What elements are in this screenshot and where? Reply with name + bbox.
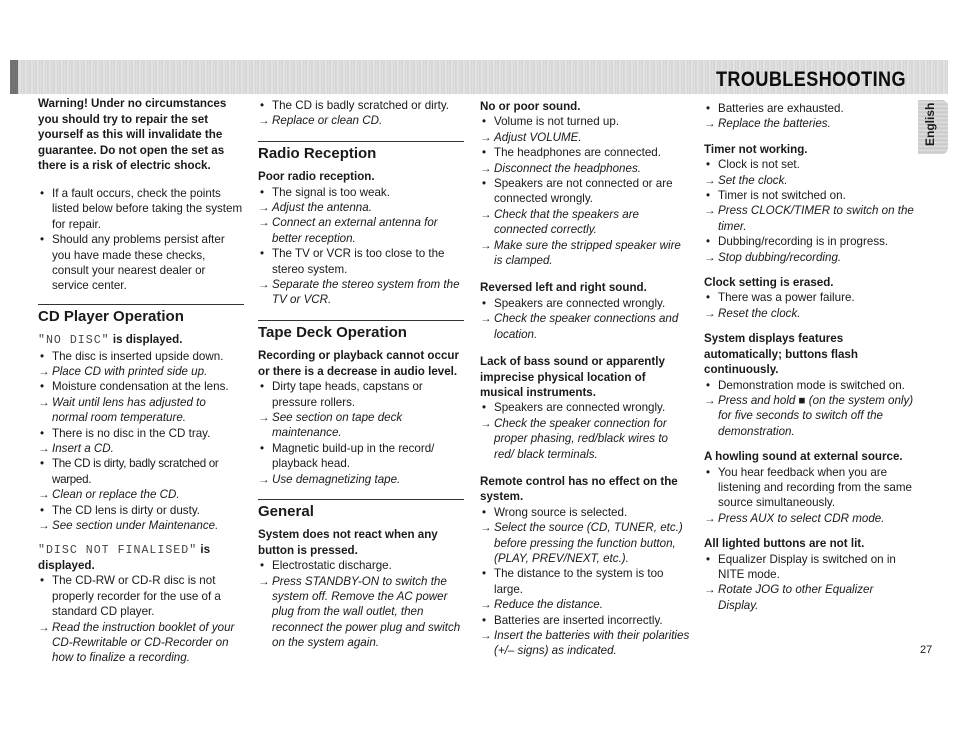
remedy-item: → Adjust the antenna. [258,200,468,215]
cause-item: • Speakers are not connected or are connected wrongly. [480,176,690,207]
remedy-item: → Check that the speakers are connected correctly. [480,207,690,238]
remedy-item: → Connect an external antenna for better reception. [258,215,468,246]
intro-item: • If a fault occurs, check the points listed below before taking the system for repair. [38,186,244,232]
cause-item: • The CD lens is dirty or dusty. [38,503,244,518]
section-title-cd: CD Player Operation [38,304,244,324]
language-tab [918,100,948,154]
cause-item: • Volume is not turned up. [480,114,690,129]
page-number: 27 [920,644,933,656]
header-banner [10,60,948,94]
cause-item: • Magnetic build-up in the record/ playback head. [258,441,468,472]
remedy-item: → Rotate JOG to other Equalizer Display. [704,582,914,613]
remedy-item: → Insert a CD. [38,441,244,456]
cause-item: • There was a power failure. [704,290,914,305]
subheading-howl: A howling sound at external source. [704,450,903,464]
column-1 [38,96,244,666]
remedy-item: → Set the clock. [704,173,914,188]
column-3 [480,99,690,659]
cause-item: • The TV or VCR is too close to the stereo system. [258,246,468,277]
remedy-item: → Place CD with printed side up. [38,364,244,379]
remedy-item: → Make sure the stripped speaker wire is clamped. [480,238,690,269]
cause-item: • You hear feedback when you are listening and recording from the same source simultaneously. [704,465,914,511]
cause-item: • The distance to the system is too large. [480,566,690,597]
column-4 [704,101,914,613]
remedy-item: → See section on tape deck maintenance. [258,410,468,441]
remedy-item: → Press AUX to select CDR mode. [704,511,914,526]
subheading-not-finalised [38,542,244,574]
cause-item: • The disc is inserted upside down. [38,349,244,364]
subheading-clock: Clock setting is erased. [704,276,834,290]
cause-item: • Electrostatic discharge. [258,558,468,573]
subheading-general: System does not react when any button is pressed. [258,528,438,557]
banner-edge-bar [10,60,18,94]
subheading-nite: All lighted buttons are not lit. [704,537,865,551]
subheading-radio: Poor radio reception. [258,170,375,184]
remedy-item: → Press CLOCK/TIMER to switch on the timer. [704,203,914,234]
remedy-item: → Reduce the distance. [480,597,690,612]
cause-item: • Batteries are exhausted. [704,101,914,116]
remedy-item: → Check the speaker connection for proper phasing, red/black wires to red/ black terminals. [480,416,690,462]
section-title-tape: Tape Deck Operation [258,320,464,340]
remedy-item: → Adjust VOLUME. [480,130,690,145]
remedy-item: → See section under Maintenance. [38,518,244,533]
section-title-general: General [258,499,464,519]
subheading-suffix: is displayed. [109,333,183,347]
warning-text: Warning! Under no circumstances you should try to repair the set yourself as this will invalidate the guarantee. Do not open the set as there is a risk of electric shock. [38,97,227,173]
remedy-item: → Read the instruction booklet of your CD-Rewritable or CD-Recorder on how to finalize a recording. [38,620,244,666]
cause-item: • The CD-RW or CD-R disc is not properly recorder for the use of a standard CD player. [38,573,244,619]
cause-item: • Moisture condensation at the lens. [38,379,244,394]
cause-item: • Timer is not switched on. [704,188,914,203]
display-text-no-disc: "NO DISC" [38,334,110,348]
remedy-item: → Reset the clock. [704,306,914,321]
display-text-not-finalised: "DISC NOT FINALISED" [38,543,198,557]
subheading-bass: Lack of bass sound or apparently imprecise physical location of musical instruments. [480,355,665,399]
intro-item: • Should any problems persist after you have made these checks, consult your nearest dealer or service center. [38,232,244,294]
remedy-item: → Separate the stereo system from the TV or VCR. [258,277,468,308]
language-tab-label: English [923,102,937,146]
cause-item: • The CD is badly scratched or dirty. [258,98,468,113]
remedy-item: → Check the speaker connections and location. [480,311,690,342]
subheading-suffix: is displayed. [38,542,211,572]
remedy-item: → Press and hold ■ (on the system only) for five seconds to switch off the demonstration. [704,393,914,439]
cause-item: • Dirty tape heads, capstans or pressure rollers. [258,379,468,410]
remedy-item: → Disconnect the headphones. [480,161,690,176]
cause-item: • There is no disc in the CD tray. [38,426,244,441]
remedy-item: → Replace the batteries. [704,116,914,131]
cause-item: • Wrong source is selected. [480,505,690,520]
remedy-item: → Insert the batteries with their polarities (+/– signs) as indicated. [480,628,690,659]
cause-item: • Speakers are connected wrongly. [480,296,690,311]
page-title: TROUBLESHOOTING [715,68,906,91]
subheading-tape: Recording or playback cannot occur or there is a decrease in audio level. [258,349,460,378]
subheading-no-disc [38,332,244,348]
subheading-remote: Remote control has no effect on the system. [480,474,678,504]
remedy-item: → Wait until lens has adjusted to normal room temperature. [38,395,244,426]
section-title-radio: Radio Reception [258,141,464,161]
remedy-item: → Press STANDBY-ON to switch the system off. Remove the AC power plug from the wall outlet, then reconnect the power plug and switch on the system again. [258,574,468,651]
cause-item: • The CD is dirty, badly scratched or warped. [38,456,244,487]
column-2 [258,98,468,651]
subheading-no-sound: No or poor sound. [480,100,581,113]
subheading-timer: Timer not working. [704,142,808,156]
cause-item: • Demonstration mode is switched on. [704,378,914,393]
subheading-reversed: Reversed left and right sound. [480,281,647,295]
cause-item: • Speakers are connected wrongly. [480,400,690,415]
cause-item: • Equalizer Display is switched on in NITE mode. [704,552,914,583]
cause-item: • The headphones are connected. [480,145,690,160]
remedy-item: → Use demagnetizing tape. [258,472,468,487]
remedy-item: → Stop dubbing/recording. [704,250,914,265]
cause-item: • Batteries are inserted incorrectly. [480,613,690,628]
remedy-item: → Clean or replace the CD. [38,487,244,502]
remedy-item: → Select the source (CD, TUNER, etc.) before pressing the function button, (PLAY, PREV/NEXT, etc.). [480,520,690,566]
subheading-demo: System displays features automatically; buttons flash continuously. [704,332,858,377]
cause-item: • Dubbing/recording is in progress. [704,234,914,249]
cause-item: • Clock is not set. [704,157,914,172]
cause-item: • The signal is too weak. [258,185,468,200]
remedy-item: → Replace or clean CD. [258,113,468,128]
